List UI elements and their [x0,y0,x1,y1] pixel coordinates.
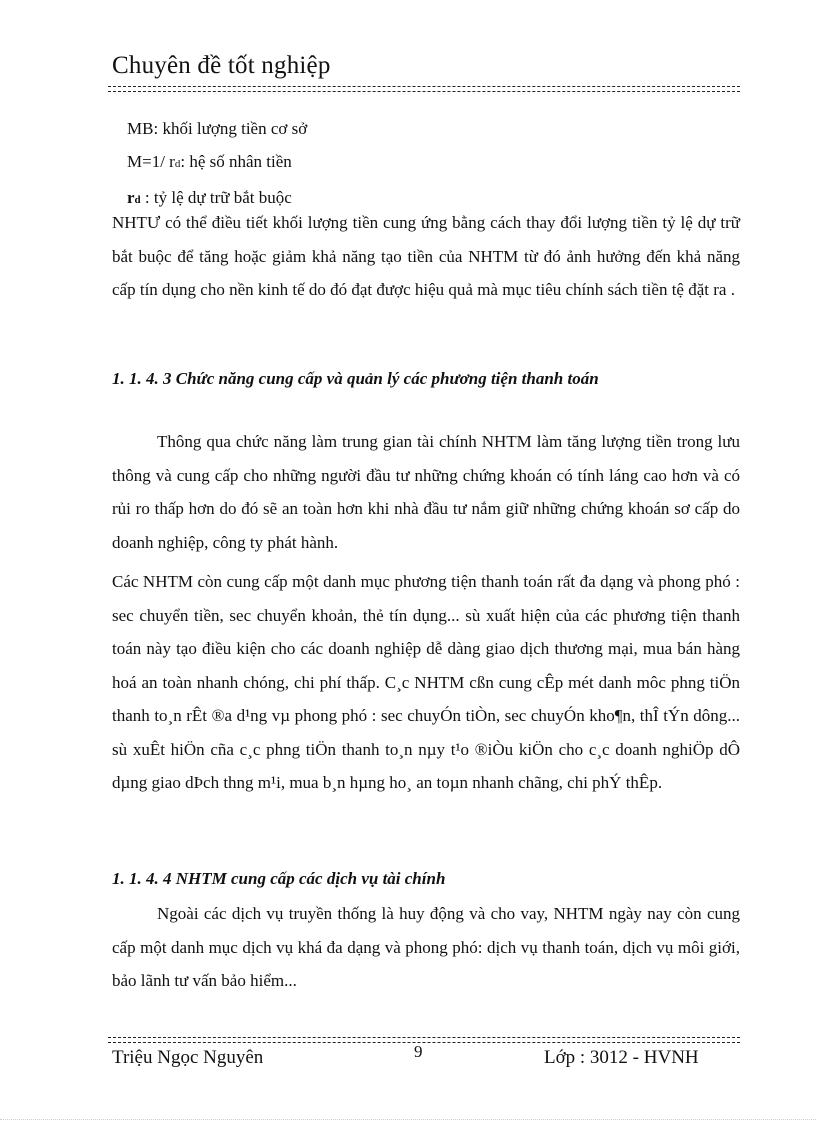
footer-divider [108,1037,740,1038]
definition-text: : hệ số nhân tiền [180,152,292,171]
section-heading: 1. 1. 4. 4 NHTM cung cấp các dịch vụ tài chính [112,869,446,888]
definition-symbol: MB [127,119,154,138]
header-divider [108,91,740,92]
page-title: Chuyên đề tốt nghiệp [112,52,331,79]
body-paragraph: Thông qua chức năng làm trung gian tài chính NHTM làm tăng lượng tiền trong lưu thông và cung cấp cho những người đầu tư những chứng khoán có tính láng cao hơn và có rủi ro thấp hơn do đó sẽ an toàn hơn khi nhà đầu tư nắm giữ những chứng khoán sơ cấp do doanh nghiệp, công ty phát hành. [112,432,740,552]
footer-divider [108,1042,740,1043]
body-paragraph: Các NHTM còn cung cấp một danh mục phương tiện thanh toán rất đa dạng và phong phó : sec chuyển tiền, sec chuyển khoản, thẻ tín dụng... sù xuất hiện của các phương tiện thanh toán này tạo điều kiện cho các doanh nghiệp dễ dàng giao dịch thương mại, mua bán hàng hoá an toàn nhanh chóng, chi phí thấp. C¸c NHTM cßn cung cÊp mét danh môc phng tiÖn thanh to¸n rÊt ®a d¹ng vµ phong phó : sec chuyÓn tiÒn, sec chuyÓn kho¶n, thÎ tÝn dông... sù xuÊt hiÖn cña c¸c phng tiÖn thanh to¸n nµy t¹o ®iÒu kiÖn cho c¸c doanh nghiÖp dÔ dµng giao dÞch thng m¹i, mua b¸n hµng ho¸ an toµn nhanh chãng, chi phÝ thÊp. [112,572,740,792]
definition-text: : tỷ lệ dự trữ bắt buộc [140,188,292,207]
section-heading: 1. 1. 4. 3 Chức năng cung cấp và quản lý các phương tiện thanh toán [112,369,599,388]
definition-item [127,112,307,145]
definition-symbol: r [127,188,135,207]
definition-item [127,145,307,181]
page-edge-divider [0,1119,816,1120]
body-paragraph: Ngoài các dịch vụ truyền thống là huy động và cho vay, NHTM ngày nay còn cung cấp một danh mục dịch vụ khá đa dạng và phong phó: dịch vụ thanh toán, dịch vụ môi giới, bảo lãnh tư vấn bảo hiểm... [112,904,740,990]
definition-list [127,112,307,217]
header-divider [108,86,740,87]
body-paragraph: NHTƯ có thể điều tiết khối lượng tiền cung ứng bằng cách thay đổi lượng tiền tỷ lệ dự trữ bắt buộc để tăng hoặc giảm khả năng tạo tiền của NHTM từ đó ảnh hưởng đến khả năng cấp tín dụng cho nền kinh tế do đó đạt được hiệu quả mà mục tiêu chính sách tiền tệ đặt ra . [112,213,740,299]
definition-text: : khối lượng tiền cơ sở [153,119,308,138]
page-number: 9 [414,1042,423,1061]
definition-prefix: M=1/ r [127,152,175,171]
definition-subscript: d [174,158,181,170]
definition-subscript: d [134,194,141,206]
footer-class-label: Lớp : 3012 - HVNH [544,1047,699,1068]
footer-author: Triệu Ngọc Nguyên [112,1047,264,1068]
